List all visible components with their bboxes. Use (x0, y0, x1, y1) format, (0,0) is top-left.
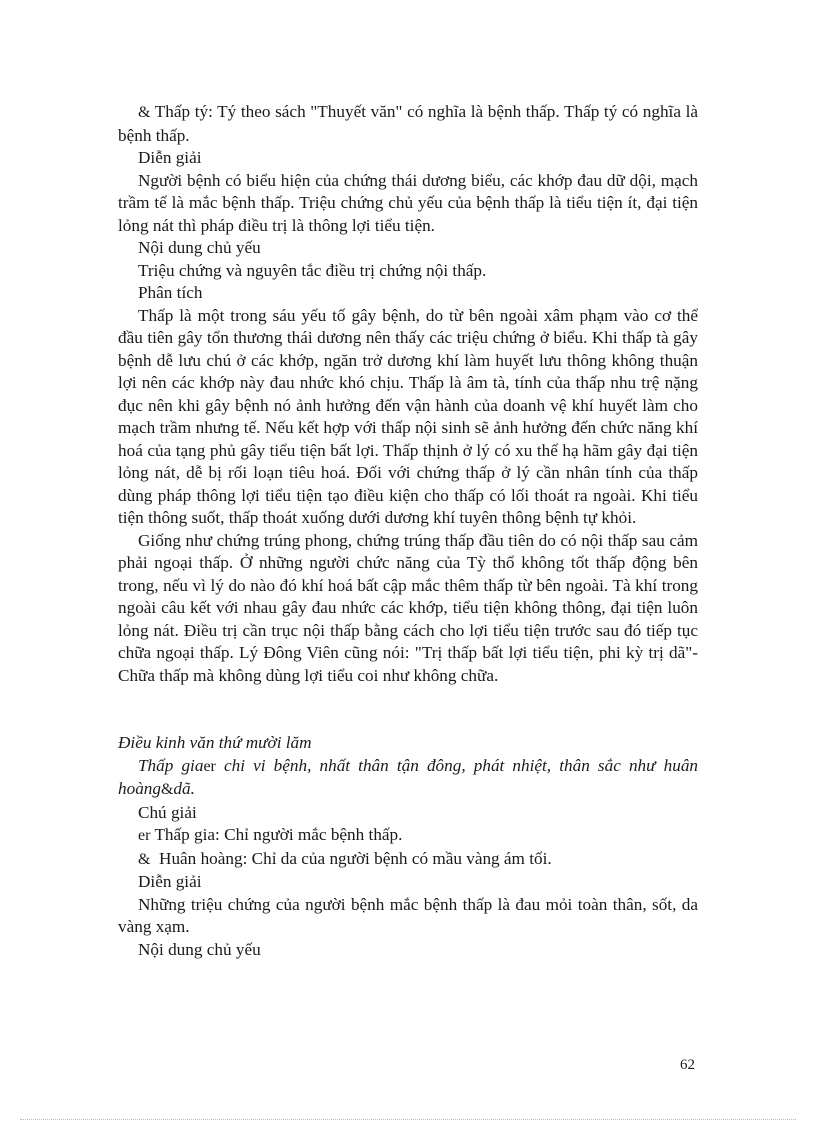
note-2-text: Huân hoàng: Chỉ da của người bệnh có mầu vàng ám tối. (159, 848, 552, 868)
page-bottom-divider (20, 1119, 796, 1120)
phan-tich-paragraph-1: Thấp là một trong sáu yếu tố gây bệnh, do từ bên ngoài xâm phạm vào cơ thể đầu tiên gây tổn thương thái dương nên thấy các triệu chứng ở biểu. Khi thấp tà gây bệnh dễ lưu chú ở các khớp, ngăn trở dương khí làm huyết lưu thông không thuận lợi nên các khớp này đau nhức khó chịu. Thấp là âm tà, tính của thấp nhu trệ nặng đục nên khi gây bệnh nó ảnh hưởng đến vận hành của doanh vệ khí huyết làm cho mạch trầm nhưng tế. Nếu kết hợp với thấp nội sinh sẽ ảnh hưởng đến chức năng khí hoá của tạng phủ gây tiểu tiện bất lợi. Thấp thịnh ở lý có xu thế hạ hãm gây đại tiện lỏng nát, dễ bị rối loạn tiêu hoá. Đối với chứng thấp ở lý cần nhân tính của thấp dùng pháp thông lợi tiểu tiện tạo điều kiện cho thấp có lối thoát ra ngoài. Khi tiểu tiện thông suốt, thấp thoát xuống dưới dương khí tuyên thông bệnh tự khỏi. (118, 305, 698, 527)
footnote-mark-b: er (203, 757, 216, 775)
definition-thap-ty (118, 101, 698, 147)
note-2 (118, 848, 698, 872)
section-heading: Điều kinh văn thứ mười lăm (118, 733, 312, 752)
verse-text (118, 755, 698, 802)
footnote-mark-b: er (138, 827, 151, 844)
section-label-dien-giai-2: Diễn giải (138, 872, 202, 891)
footnote-mark-a: & (160, 781, 174, 798)
section-label-chu-giai: Chú giải (138, 802, 197, 822)
dien-giai-paragraph-2: Những triệu chứng của người bệnh mắc bệnh thấp là đau mỏi toàn thân, sốt, da vàng xạm. (118, 894, 698, 936)
section-label-noi-dung-2: Nội dung chủ yếu (138, 939, 261, 959)
section-label-noi-dung: Nội dung chủ yếu (138, 238, 261, 257)
footnote-mark-a: & (138, 850, 151, 868)
phan-tich-paragraph-2: Giống như chứng trúng phong, chứng trúng thấp đầu tiên do có nội thấp sau cảm phải ngoại thấp. Ở những người chức năng của Tỳ thổ không tốt thấp động bên trong, nếu vì lý do nào đó khí hoá bất cập mắc thêm thấp từ bên ngoài. Tà khí trong ngoài câu kết với nhau gây đau nhức các khớp, tiểu tiện không thông, đại tiện luôn lỏng nát. Điều trị cần trục nội thấp bằng cách cho lợi tiểu tiện trước sau đó tiếp tục chữa ngoại thấp. Lý Đông Viên cũng nói: "Trị thấp bất lợi tiểu tiện, phi kỳ trị dã"- Chữa thấp mà không dùng lợi tiểu coi như không chữa. (118, 530, 698, 685)
section-label-dien-giai: Diễn giải (138, 148, 202, 167)
section-label-phan-tich: Phân tích (138, 283, 203, 302)
verse-part-2: chi vi bệnh, nhất thân tận đông, phát nhiệt, thân sắc như huân hoàng (118, 755, 699, 798)
footnote-mark-a: & (138, 104, 151, 121)
note-1-text: Thấp gia: Chỉ người mắc bệnh thấp. (154, 825, 403, 844)
note-1 (118, 824, 698, 848)
page-content (118, 101, 698, 961)
noi-dung-paragraph: Triệu chứng và nguyên tắc điều trị chứng nội thấp. (138, 260, 487, 280)
section-gap (118, 687, 698, 732)
definition-text: Thấp tý: Tý theo sách "Thuyết văn" có nghĩa là bệnh thấp. Thấp tý có nghĩa là bệnh thấp. (118, 102, 698, 145)
verse-part-3: dã. (173, 779, 195, 798)
page-number: 62 (680, 1057, 695, 1073)
verse-part-1: Thấp gia (138, 755, 204, 775)
dien-giai-paragraph: Người bệnh có biểu hiện của chứng thái dương biểu, các khớp đau dữ dội, mạch trầm tế là mắc bệnh thấp. Triệu chứng chủ yếu của bệnh thấp là tiểu tiện ít, đại tiện lỏng nát thì pháp điều trị là thông lợi tiểu tiện. (118, 170, 698, 235)
